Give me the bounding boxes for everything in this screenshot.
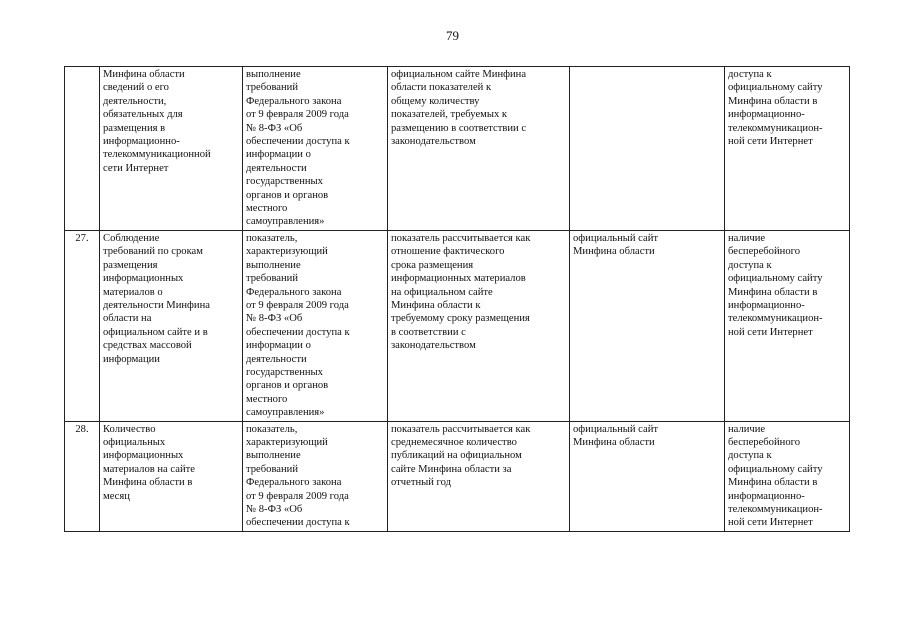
cell-text-line: информации	[103, 353, 160, 365]
cell-text-line: отношение фактического	[391, 246, 505, 258]
cell-text-line: показатель рассчитывается как	[391, 423, 531, 435]
table-row	[65, 230, 850, 421]
cell-text-line: Федерального закона	[246, 477, 342, 489]
cell-text-line: Минфина области в	[103, 477, 193, 489]
cell-text-line: телекоммуникацион-	[728, 313, 823, 325]
cell-text-line: доступа к	[728, 450, 772, 462]
cell-text-line: информационных	[103, 273, 184, 285]
cell-text-line: государственных	[246, 366, 323, 378]
cell-text-line: Минфина области	[573, 436, 655, 448]
page-number: 79	[446, 28, 459, 43]
cell-text-line: самоуправления»	[246, 216, 325, 228]
cell-text-line: деятельности	[246, 353, 307, 365]
indicator-table	[64, 66, 850, 532]
cell-text-line: органов и органов	[246, 189, 329, 201]
cell-text-line: области показателей к	[391, 82, 492, 94]
table-row	[65, 421, 850, 531]
cell-text-line: размещения	[103, 259, 158, 271]
cell-text-line: от 9 февраля 2009 года	[246, 490, 349, 502]
cell-text-line: самоуправления»	[246, 407, 325, 419]
cell-text-line: Федерального закона	[246, 95, 342, 107]
cell-text-line: № 8-ФЗ «Об	[246, 122, 303, 134]
cell-text-line: средствах массовой	[103, 340, 192, 352]
cell-text-line: характеризующий	[246, 436, 328, 448]
cell-text-line: официальном сайте и в	[103, 326, 208, 338]
cell-text-line: № 8-ФЗ «Об	[246, 504, 303, 515]
cell-text-line: официальных	[103, 436, 166, 448]
data-source-cell	[570, 67, 725, 231]
cell-text-line: законодательством	[391, 136, 476, 148]
cell-text-line: Минфина области	[573, 246, 655, 258]
table-row	[65, 67, 850, 231]
cell-text-line: информационно-	[728, 490, 805, 502]
cell-text-line: телекоммуникацион-	[728, 504, 823, 515]
cell-text-line: телекоммуникационной	[103, 149, 211, 161]
cell-text-line: Минфина области	[103, 69, 185, 80]
cell-text-line: ной сети Интернет	[728, 517, 813, 529]
cell-text-line: ной сети Интернет	[728, 136, 813, 148]
cell-text-line: официальному сайту	[728, 82, 823, 94]
basis-cell	[243, 230, 388, 421]
row-number-cell: 28.	[65, 421, 100, 531]
cell-text-line: общему количеству	[391, 95, 480, 107]
calculation-method-cell	[388, 230, 570, 421]
cell-text-line: официальному сайту	[728, 463, 823, 475]
cell-text-line: размещения в	[103, 122, 166, 134]
target-value-cell	[725, 230, 850, 421]
cell-text-line: требований	[246, 82, 299, 94]
basis-cell	[243, 67, 388, 231]
cell-text-line: от 9 февраля 2009 года	[246, 299, 349, 311]
cell-text-line: бесперебойного	[728, 246, 800, 258]
cell-text-line: официальном сайте Минфина	[391, 69, 527, 80]
cell-text-line: обеспечении доступа к	[246, 136, 350, 148]
target-value-cell	[725, 67, 850, 231]
cell-text-line: Минфина области в	[728, 286, 818, 298]
cell-text-line: обеспечении доступа к	[246, 326, 350, 338]
cell-text-line: характеризующий	[246, 246, 328, 258]
cell-text-line: отчетный год	[391, 477, 452, 489]
cell-text-line: сведений о его	[103, 82, 169, 94]
cell-text-line: наличие	[728, 232, 766, 244]
cell-text-line: информации о	[246, 340, 311, 352]
cell-text-line: телекоммуникацион-	[728, 122, 823, 134]
cell-text-line: наличие	[728, 423, 766, 435]
cell-text-line: государственных	[246, 176, 323, 188]
cell-text-line: органов и органов	[246, 380, 329, 392]
calculation-method-cell	[388, 67, 570, 231]
basis-cell	[243, 421, 388, 531]
cell-text-line: области на	[103, 313, 152, 325]
cell-text-line: месяц	[103, 490, 130, 502]
calculation-method-cell	[388, 421, 570, 531]
cell-text-line: официальный сайт	[573, 423, 659, 435]
cell-text-line: сайте Минфина области за	[391, 463, 512, 475]
cell-text-line: выполнение	[246, 69, 301, 80]
indicator-name-cell	[100, 230, 243, 421]
cell-text-line: информации о	[246, 149, 311, 161]
cell-text-line: выполнение	[246, 450, 301, 462]
table-body	[65, 67, 850, 532]
cell-text-line: официальный сайт	[573, 232, 659, 244]
cell-text-line: на официальном сайте	[391, 286, 493, 298]
data-source-cell	[570, 230, 725, 421]
cell-text-line: обеспечении доступа к	[246, 517, 350, 529]
cell-text-line: информационных материалов	[391, 273, 526, 285]
cell-text-line: № 8-ФЗ «Об	[246, 313, 303, 325]
cell-text-line: требований	[246, 463, 299, 475]
cell-text-line: показатель,	[246, 232, 298, 244]
cell-text-line: Федерального закона	[246, 286, 342, 298]
cell-text-line: деятельности,	[103, 95, 167, 107]
cell-text-line: срока размещения	[391, 259, 474, 271]
cell-text-line: Минфина области к	[391, 299, 481, 311]
cell-text-line: местного	[246, 203, 288, 215]
cell-text-line: законодательством	[391, 340, 476, 352]
cell-text-line: размещению в соответствии с	[391, 122, 527, 134]
cell-text-line: информационно-	[728, 109, 805, 121]
indicator-name-cell	[100, 421, 243, 531]
cell-text-line: материалов на сайте	[103, 463, 195, 475]
cell-text-line: деятельности	[246, 162, 307, 174]
cell-text-line: требований по срокам	[103, 246, 203, 258]
cell-text-line: в соответствии с	[391, 326, 466, 338]
cell-text-line: показатель,	[246, 423, 298, 435]
cell-text-line: местного	[246, 393, 288, 405]
cell-text-line: официальному сайту	[728, 273, 823, 285]
cell-text-line: Соблюдение	[103, 232, 160, 244]
cell-text-line: доступа к	[728, 69, 772, 80]
cell-text-line: Минфина области в	[728, 95, 818, 107]
cell-text-line: сети Интернет	[103, 162, 169, 174]
cell-text-line: Количество	[103, 423, 156, 435]
cell-text-line: деятельности Минфина	[103, 299, 210, 311]
cell-text-line: информационных	[103, 450, 184, 462]
target-value-cell	[725, 421, 850, 531]
cell-text-line: Минфина области в	[728, 477, 818, 489]
data-source-cell	[570, 421, 725, 531]
cell-text-line: обязательных для	[103, 109, 183, 121]
row-number-cell	[65, 67, 100, 231]
cell-text-line: показателей, требуемых к	[391, 109, 508, 121]
cell-text-line: показатель рассчитывается как	[391, 232, 531, 244]
cell-text-line: требуемому сроку размещения	[391, 313, 530, 325]
cell-text-line: публикаций на официальном	[391, 450, 522, 462]
row-number-cell: 27.	[65, 230, 100, 421]
cell-text-line: выполнение	[246, 259, 301, 271]
cell-text-line: материалов о	[103, 286, 163, 298]
cell-text-line: ной сети Интернет	[728, 326, 813, 338]
cell-text-line: информационно-	[103, 136, 180, 148]
cell-text-line: доступа к	[728, 259, 772, 271]
cell-text-line: среднемесячное количество	[391, 436, 517, 448]
cell-text-line: требований	[246, 273, 299, 285]
indicator-name-cell	[100, 67, 243, 231]
cell-text-line: от 9 февраля 2009 года	[246, 109, 349, 121]
cell-text-line: бесперебойного	[728, 436, 800, 448]
cell-text-line: информационно-	[728, 299, 805, 311]
